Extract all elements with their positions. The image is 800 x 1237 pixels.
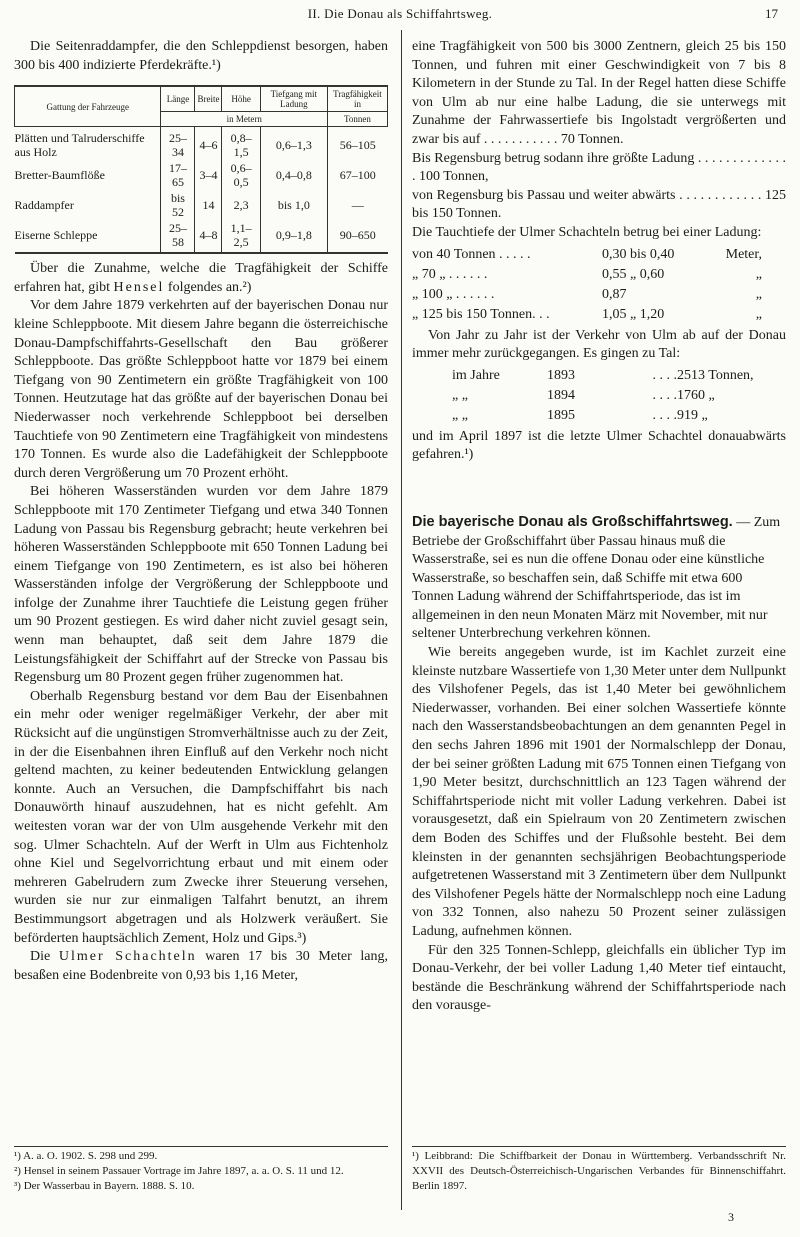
table-cell: 0,8–1,5 (222, 127, 260, 161)
draft-list (412, 245, 786, 325)
table-cell: 4–6 (195, 127, 222, 161)
paragraph (14, 948, 388, 985)
table-cell: — (327, 190, 387, 220)
list-cell: „ (755, 306, 762, 322)
list-cell: 1893 (547, 367, 575, 383)
list-cell: . . . . (652, 407, 677, 423)
list-cell: 2513 Tonnen, (677, 367, 754, 383)
list-cell: „ (755, 266, 762, 282)
paragraph: Für den 325 Tonnen-Schlepp, gleichfalls ein üblicher Typ im Donau-Verkehr, der bei voller Ladung 1,40 Meter tief eintaucht, bestände die Beschränkung während der Schiffahrtsperiode nach den vorausge- (412, 942, 786, 1014)
text-run: Über die Zunahme, welche die Tragfähigkeit der Schiffe erfahren hat, gibt (14, 261, 388, 295)
footnotes-right (412, 1146, 786, 1194)
paragraph: Von Jahr zu Jahr ist der Verkehr von Ulm ab auf der Donau immer mehr zurückgegangen. Es gingen zu Tal: (412, 327, 786, 362)
footnotes-left (14, 1146, 388, 1194)
table-cell: 14 (195, 190, 222, 220)
table-unit-tons: Tonnen (327, 112, 387, 127)
list-cell: . . . . (652, 387, 677, 403)
page-header (0, 6, 800, 26)
table-header-height: Höhe (222, 86, 260, 112)
list-cell: „ „ (452, 387, 468, 403)
footnote: ¹) Leibbrand: Die Schiffbarkeit der Donau in Württemberg. Verbandsschrift Nr. XXVII des Deutsch-Österreichisch-Ungarischen Verbandes für Binnenschiffahrt. Berlin 1897. (412, 1150, 786, 1192)
running-title: II. Die Donau als Schiffahrtsweg. (307, 6, 493, 21)
text-run: folgendes an.²) (164, 279, 252, 295)
traffic-list (412, 366, 786, 426)
paragraph: Vor dem Jahre 1879 verkehrten auf der bayerischen Donau nur kleine Schleppboote. Mit diesem Jahre begann die österreichische Donau-Dampfschiffahrts-Gesellschaft den Bau größerer Schleppboote. Das größte Schleppboot hatte vor 1879 bei einem Tiefgang von 90 Zentimetern ein größte Tragfähigkeit von 100 Tonnen. Heutzutage hat das größte auf der bayerischen Donau bei Niederwasser noch verkehrende Schleppboot bei derselben Tauchtiefe von 90 Zentimetern eine Tragfähigkeit von mindestens 170 Tonnen. Es wurde also die Ladefähigkeit der Schleppboote durch deren Vergrößerung um 70 Prozent erhöht. (14, 298, 388, 481)
table-cell: 0,6–0,5 (222, 160, 260, 190)
table-cell: 90–650 (327, 220, 387, 253)
table-row (15, 190, 388, 220)
author-name: Hensel (113, 279, 165, 295)
list-cell: „ „ (452, 407, 468, 423)
table-cell: 56–105 (327, 127, 387, 161)
table-cell: Bretter-Baumflöße (14, 168, 105, 183)
table-cell: 4–8 (195, 220, 222, 253)
paragraph: Wie bereits angegeben wurde, ist im Kachlet zurzeit eine kleinste nutzbare Wassertiefe von 1,30 Meter unter dem Nullpunkt des Vilshofener Pegels, das ist 1,40 Meter bei gewöhnlichem Niederwasser, vorhanden. Bei einer solchen Wassertiefe könnte nach den Wasserstandsbeobachtungen an dem genannten Pegel in den sechs Jahren 1896 mit 1901 der Normalschlepp der Donau, der bei seiner größten Ladung mit 675 Tonnen einen Tiefgang von 1,90 Meter besitzt, durchschnittlich an 123 Tagen während der Schiffahrtsperiode nicht mit voller Ladung verkehren. Dabei ist vorausgesetzt, daß ein Spielraum von 20 Zentimetern zwischen dem Boden des Schiffes und der Flußsohle besteht. Bei dem kleinsten in der genannten sechsjährigen Beobachtungsperiode aufgetretenen Wasserstand mit 3 Zentimetern über dem Nullpunkt des Vilshofener Pegels hätte der Normalschlepp noch eine Ladung von 332 Tonnen, also nahezu 50 Prozent seiner zulässigen Ladung, aufnehmen können. (412, 645, 786, 939)
list-cell: „ 100 „ . . . . . . (412, 286, 495, 302)
table-cell: 2,3 (222, 190, 260, 220)
table-cell: bis 52 (161, 190, 195, 220)
paragraph (14, 260, 388, 297)
paragraph: eine Tragfähigkeit von 500 bis 3000 Zentnern, gleich 25 bis 150 Tonnen, und fuhren mit einer Geschwindigkeit von 7 bis 8 Kilometern in der Stunde zu Tal. In der Regel hatten diese Schiffe von Ulm ab nur eine halbe Ladung, die sie unterwegs mit Zunahme der Fahrwassertiefe bis Ingolstadt vergrößerten und zwar bis auf . . . . . . . . . . . 70 Tonnen. (412, 39, 786, 147)
vessel-table (14, 85, 388, 254)
list-cell: . . . . (652, 367, 677, 383)
table-cell: Raddampfer (14, 198, 74, 213)
table-cell: 0,9–1,8 (260, 220, 327, 253)
list-cell: 1,05 „ 1,20 (602, 306, 665, 322)
text-run: Die (30, 949, 59, 965)
footnote: ³) Der Wasserbau in Bayern. 1888. S. 10. (14, 1180, 195, 1192)
table-cell: Plätten und Talruderschiffe aus Holz (14, 131, 145, 160)
paragraph: Bis Regensburg betrug sodann ihre größte Ladung . . . . . . . . . . . . . . 100 Tonnen, (412, 150, 786, 185)
list-cell: 919 „ (677, 407, 708, 423)
table-cell: 3–4 (195, 160, 222, 190)
list-cell: Meter, (725, 246, 762, 262)
list-cell: „ (755, 286, 762, 302)
list-item (412, 285, 786, 305)
right-column (412, 38, 786, 1016)
table-cell: 25–58 (161, 220, 195, 253)
paragraph: Die Tauchtiefe der Ulmer Schachteln betrug bei einer Ladung: (412, 224, 762, 240)
section-gap (412, 465, 786, 513)
list-item (412, 366, 786, 386)
list-item (412, 245, 786, 265)
paragraph: Oberhalb Regensburg bestand vor dem Bau der Eisenbahnen ein mehr oder weniger regelmäßiger Verkehr, der aber mit Rücksicht auf die ungünstigen Stromverhältnisse auch zu der Zeit, in der die Eisenbahnen ihren Einfluß auf den Verkehr noch nicht geltend machten, zu keiner bedeutenden Entwicklung gelangen konnte. Auch an Versuchen, die Dampfschiffahrt bis nach Donauwörth hinauf auszudehnen, hat es nicht gefehlt. Am weitesten voran war der von Ulm ausgehende Verkehr mit den sog. Ulmer Schachteln. Auf der Werft in Ulm aus Fichtenholz ohne Kiel und Segelvorrichtung erbaut und mit einem oder mehreren Gabelrudern zum Zwecke ihrer Steuerung versehen, wurden sie nur zur einmaligen Talfahrt benutzt, an ihrem Bestimmungsort abgetragen und als Holzwerk veräußert. Sie beförderten hauptsächlich Zement, Holz und Gips.³) (14, 688, 388, 946)
paragraph: von Regensburg bis Passau und weiter abwärts . . . . . . . . . . . . 125 bis 150 Tonnen. (412, 187, 786, 222)
list-cell: „ 125 bis 150 Tonnen. . . (412, 306, 550, 322)
intro-paragraph: Die Seitenraddampfer, die den Schleppdienst besorgen, haben 300 bis 400 indizierte Pferdekräfte.¹) (14, 39, 388, 73)
list-cell: 0,87 (602, 286, 627, 302)
paragraph: und im April 1897 ist die letzte Ulmer Schachtel donauabwärts gefahren.¹) (412, 428, 786, 463)
table-cell: 17–65 (161, 160, 195, 190)
footnote: ²) Hensel in seinem Passauer Vortrage im Jahre 1897, a. a. O. S. 11 und 12. (14, 1165, 344, 1177)
list-cell: 1895 (547, 407, 575, 423)
list-cell: von 40 Tonnen . . . . . (412, 246, 531, 262)
list-cell: 0,55 „ 0,60 (602, 266, 665, 282)
list-item (412, 265, 786, 285)
paragraph: Bei höheren Wasserständen wurden vor dem Jahre 1879 Schleppboote mit 170 Zentimeter Tiefgang und etwa 340 Tonnen Ladung von Passau bis Regensburg gebracht; heute verkehren bei höheren Wasserständen Schleppboote mit 650 Tonnen Ladung bei einem Tiefgange von 190 Zentimetern, es ist also bei höheren Wasserständen infolge der Vergrößerung der Schleppboote und infolge der Zunahme ihrer Tauchtiefe die Leistung gegen früher um 90 Prozent gestiegen. Es wird daher nicht zuviel gesagt sein, wenn man behauptet, daß seit dem Jahre 1879 die Leistungsfähigkeit der Schiffahrt auf der Strecke von Passau bis Regensburg um 80 Prozent gegen früher zugenommen hat. (14, 484, 388, 686)
table-row (15, 160, 388, 190)
list-cell: „ 70 „ . . . . . . (412, 266, 488, 282)
table-cell: 25–34 (161, 127, 195, 161)
signature-mark: 3 (728, 1210, 734, 1224)
list-item (412, 305, 786, 325)
table-cell: 0,4–0,8 (260, 160, 327, 190)
table-row (15, 127, 388, 161)
table-header-width: Breite (195, 86, 222, 112)
table-header-draft: Tiefgang mit Ladung (260, 86, 327, 112)
table-header-type: Gattung der Fahrzeuge (15, 86, 161, 127)
section-heading: Die bayerische Donau als Großschiffahrtsweg. (412, 513, 733, 530)
table-cell: 1,1–2,5 (222, 220, 260, 253)
text-run: waren 17 bis 30 Meter lang, besaßen eine Bodenbreite von 0,93 bis 1,16 Meter, (14, 949, 389, 983)
list-cell: 0,30 bis 0,40 (602, 246, 675, 262)
page-number: 17 (765, 6, 778, 21)
list-cell: 1894 (547, 387, 575, 403)
table-row (15, 220, 388, 253)
table-header-length: Länge (161, 86, 195, 112)
list-item (412, 386, 786, 406)
table-header-capacity: Tragfähigkeit in (327, 86, 387, 112)
emphasized-term: Ulmer Schachteln (58, 949, 197, 965)
table-cell: 0,6–1,3 (260, 127, 327, 161)
footnote: ¹) A. a. O. 1902. S. 298 und 299. (14, 1150, 158, 1162)
table-unit-meters: in Metern (161, 112, 328, 127)
text-run: — Zum Betriebe der Großschiffahrt über Passau hinaus muß die Wasserstraße, sei es nun die offene Donau oder eine künstliche Wasserstraße, so beschaffen sein, daß Schiffe mit etwa 600 Tonnen Ladung während der Schiffahrtsperiode, das ist im allgemeinen in den neun Monaten März mit November, mit nur seltener Unterbrechung verkehren können. (412, 514, 781, 642)
list-cell: im Jahre (452, 367, 500, 383)
left-column (14, 38, 388, 985)
list-cell: 1760 „ (677, 387, 715, 403)
table-cell: bis 1,0 (260, 190, 327, 220)
table-cell: Eiserne Schleppe (15, 220, 161, 253)
column-divider (401, 30, 402, 1210)
table-cell: 67–100 (327, 160, 387, 190)
list-item (412, 406, 786, 426)
